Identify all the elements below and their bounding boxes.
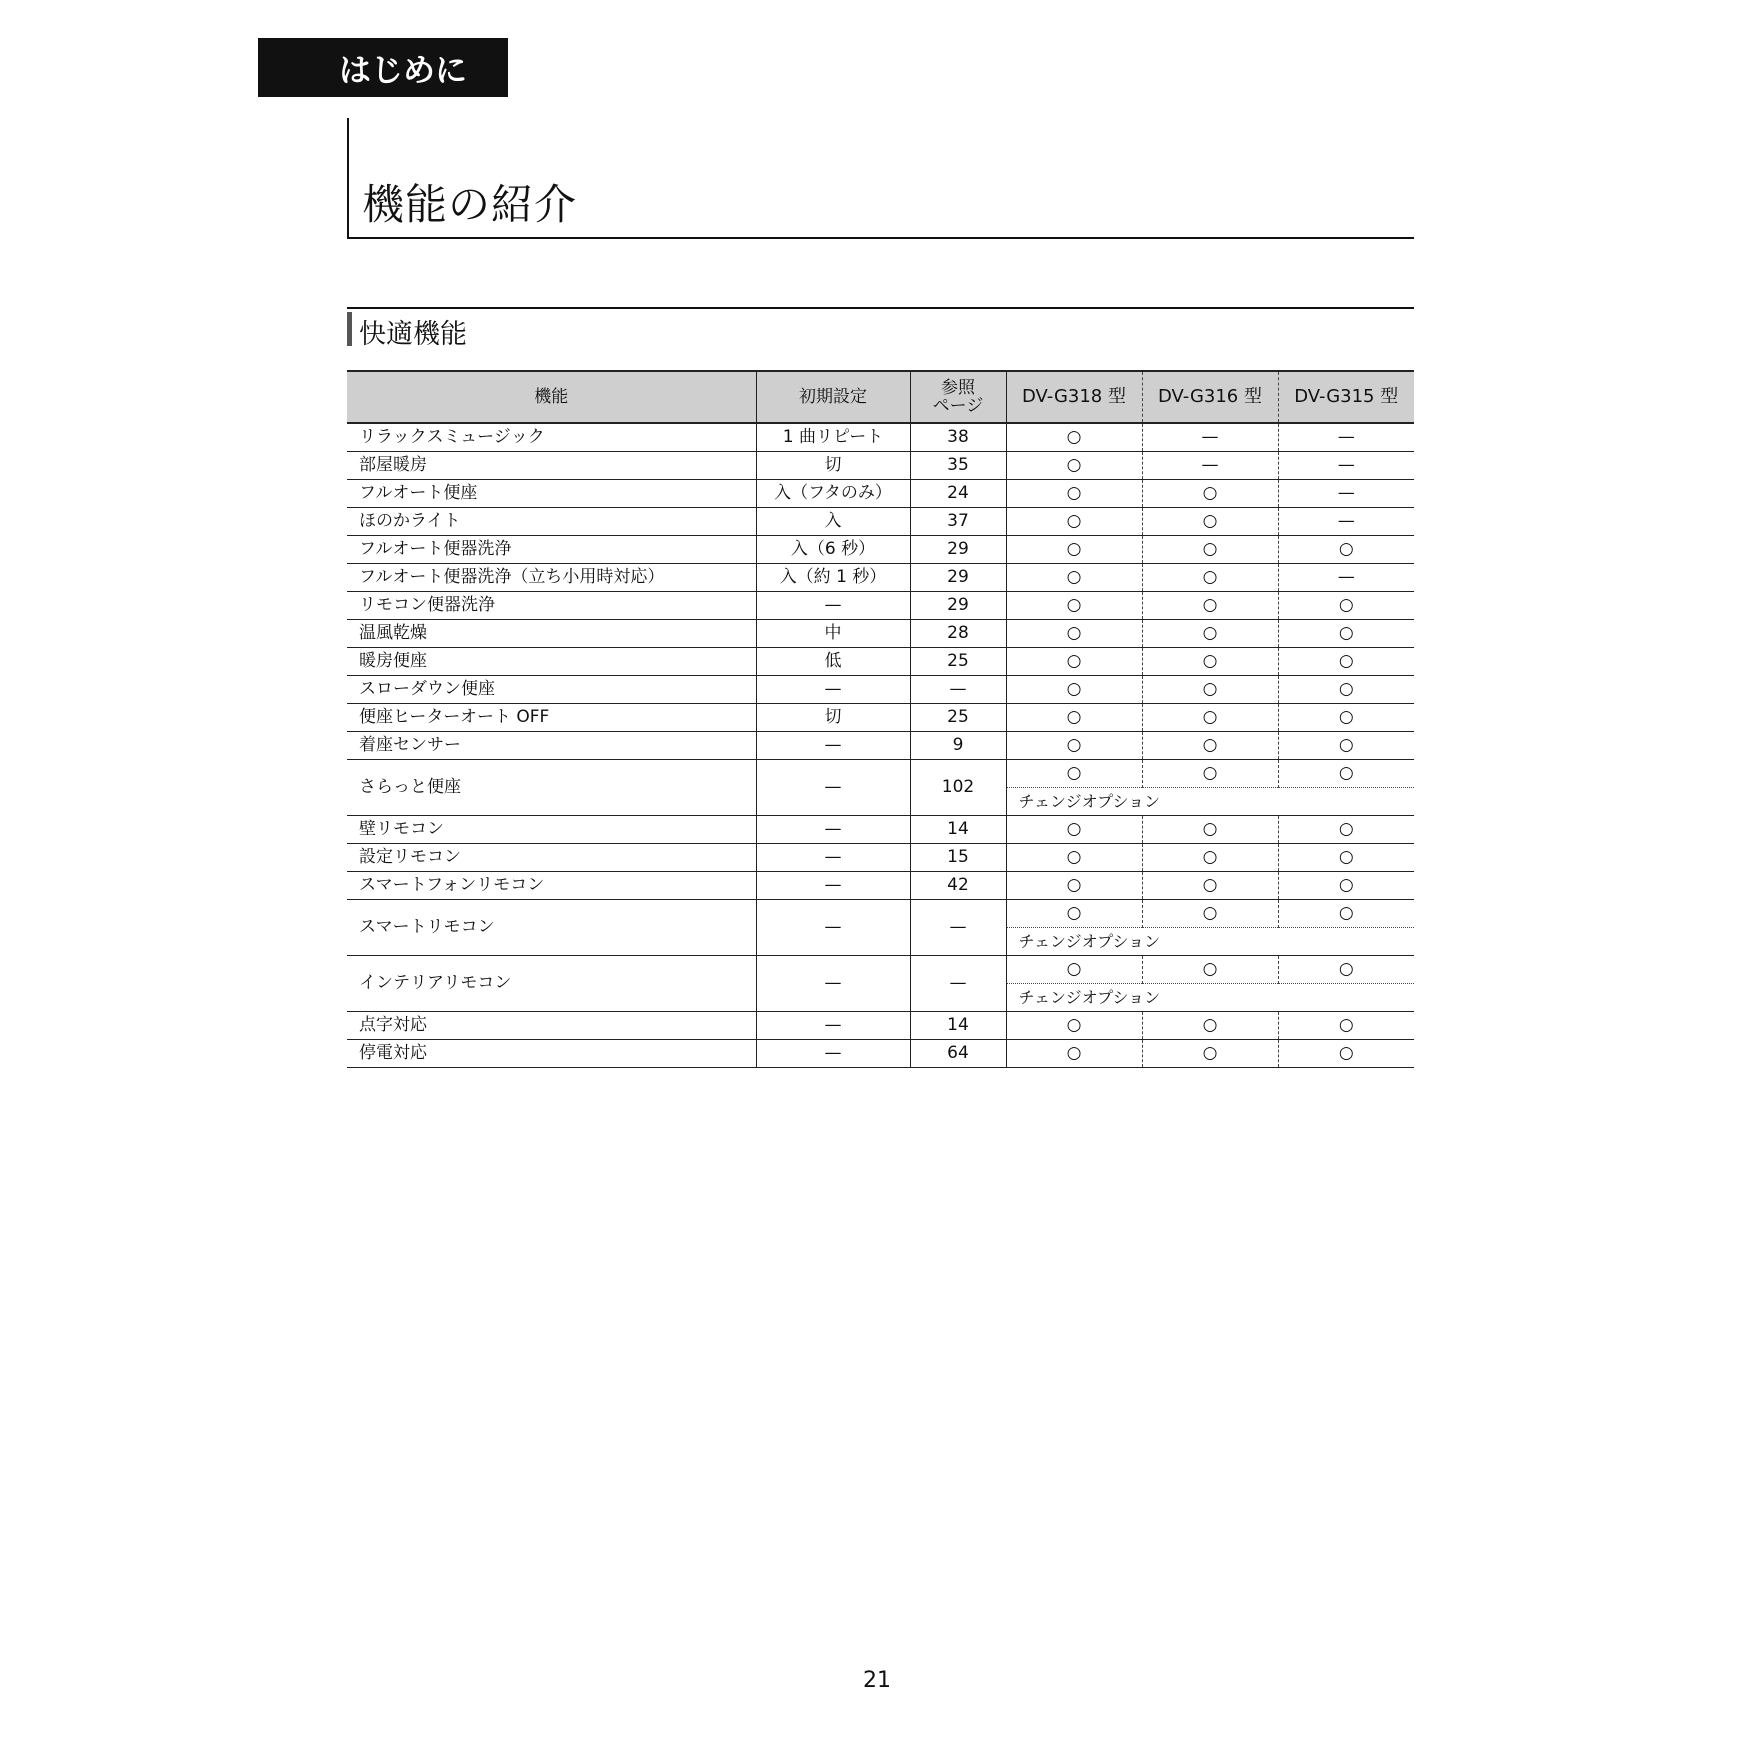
availability-dv-g316: ○: [1142, 592, 1278, 620]
reference-page: 29: [910, 564, 1006, 592]
table-header-row: [347, 371, 1414, 423]
availability-dv-g315: ○: [1278, 760, 1414, 788]
availability-dv-g316: ○: [1142, 900, 1278, 928]
page-number: 21: [863, 1668, 891, 1693]
page-title: 機能の紹介: [362, 180, 578, 229]
feature-name: フルオート便座: [347, 480, 756, 508]
default-setting: —: [756, 760, 910, 816]
availability-dv-g315: —: [1278, 452, 1414, 480]
availability-dv-g318: ○: [1006, 423, 1142, 452]
availability-dv-g318: ○: [1006, 816, 1142, 844]
availability-dv-g318: ○: [1006, 564, 1142, 592]
availability-dv-g315: ○: [1278, 1040, 1414, 1068]
availability-dv-g316: ○: [1142, 732, 1278, 760]
reference-page: 25: [910, 648, 1006, 676]
default-setting: —: [756, 1012, 910, 1040]
reference-page: 9: [910, 732, 1006, 760]
availability-dv-g316: ○: [1142, 648, 1278, 676]
change-option-note: チェンジオプション: [1006, 788, 1414, 816]
header-reference-page-line1: 参照: [941, 378, 975, 398]
feature-name: 温風乾燥: [347, 620, 756, 648]
table-row: [347, 816, 1414, 844]
table-row: [347, 844, 1414, 872]
feature-name: フルオート便器洗浄: [347, 536, 756, 564]
availability-dv-g315: —: [1278, 564, 1414, 592]
table-row: [347, 1012, 1414, 1040]
default-setting: —: [756, 844, 910, 872]
table-row: [347, 1040, 1414, 1068]
reference-page: —: [910, 676, 1006, 704]
availability-dv-g318: ○: [1006, 1040, 1142, 1068]
header-model-dv-g315: DV-G315 型: [1278, 371, 1414, 423]
availability-dv-g315: ○: [1278, 732, 1414, 760]
availability-dv-g315: ○: [1278, 592, 1414, 620]
table-row: [347, 564, 1414, 592]
reference-page: 64: [910, 1040, 1006, 1068]
table-row: [347, 536, 1414, 564]
availability-dv-g315: ○: [1278, 872, 1414, 900]
availability-dv-g316: ○: [1142, 844, 1278, 872]
availability-dv-g315: —: [1278, 480, 1414, 508]
table-row: [347, 592, 1414, 620]
availability-dv-g315: ○: [1278, 956, 1414, 984]
table-row: [347, 872, 1414, 900]
feature-name: スマートリモコン: [347, 900, 756, 956]
default-setting: 中: [756, 620, 910, 648]
availability-dv-g316: ○: [1142, 676, 1278, 704]
table-row: [347, 620, 1414, 648]
feature-name: 暖房便座: [347, 648, 756, 676]
reference-page: —: [910, 956, 1006, 1012]
availability-dv-g315: ○: [1278, 536, 1414, 564]
availability-dv-g318: ○: [1006, 536, 1142, 564]
availability-dv-g315: ○: [1278, 620, 1414, 648]
reference-page: 14: [910, 1012, 1006, 1040]
feature-name: 着座センサー: [347, 732, 756, 760]
section-rule: [347, 307, 1414, 309]
header-model-dv-g318: DV-G318 型: [1006, 371, 1142, 423]
availability-dv-g316: ○: [1142, 508, 1278, 536]
reference-page: 29: [910, 592, 1006, 620]
default-setting: —: [756, 900, 910, 956]
feature-name: ほのかライト: [347, 508, 756, 536]
default-setting: 切: [756, 452, 910, 480]
availability-dv-g318: ○: [1006, 508, 1142, 536]
change-option-note: チェンジオプション: [1006, 928, 1414, 956]
feature-name: 部屋暖房: [347, 452, 756, 480]
default-setting: 切: [756, 704, 910, 732]
header-reference-page-line2: ページ: [932, 396, 984, 416]
feature-name: 設定リモコン: [347, 844, 756, 872]
default-setting: —: [756, 1040, 910, 1068]
default-setting: —: [756, 732, 910, 760]
reference-page: 42: [910, 872, 1006, 900]
reference-page: 14: [910, 816, 1006, 844]
availability-dv-g315: ○: [1278, 648, 1414, 676]
availability-dv-g316: ○: [1142, 816, 1278, 844]
table-row: [347, 508, 1414, 536]
availability-dv-g316: ○: [1142, 872, 1278, 900]
availability-dv-g316: ○: [1142, 704, 1278, 732]
availability-dv-g316: ○: [1142, 1012, 1278, 1040]
default-setting: 入（フタのみ）: [756, 480, 910, 508]
table-row: [347, 676, 1414, 704]
default-setting: 低: [756, 648, 910, 676]
default-setting: —: [756, 592, 910, 620]
availability-dv-g318: ○: [1006, 452, 1142, 480]
availability-dv-g315: ○: [1278, 844, 1414, 872]
table-row: [347, 452, 1414, 480]
availability-dv-g315: ○: [1278, 900, 1414, 928]
availability-dv-g315: —: [1278, 423, 1414, 452]
availability-dv-g318: ○: [1006, 956, 1142, 984]
default-setting: 入（約 1 秒）: [756, 564, 910, 592]
feature-name: スマートフォンリモコン: [347, 872, 756, 900]
feature-name: スローダウン便座: [347, 676, 756, 704]
availability-dv-g318: ○: [1006, 676, 1142, 704]
availability-dv-g318: ○: [1006, 900, 1142, 928]
default-setting: 入（6 秒）: [756, 536, 910, 564]
header-default-setting: 初期設定: [756, 371, 910, 423]
availability-dv-g315: ○: [1278, 676, 1414, 704]
section-marker: [347, 312, 352, 346]
table-row: [347, 900, 1414, 928]
feature-name: リモコン便器洗浄: [347, 592, 756, 620]
header-feature: 機能: [347, 371, 756, 423]
default-setting: —: [756, 676, 910, 704]
feature-name: 点字対応: [347, 1012, 756, 1040]
header-model-dv-g316: DV-G316 型: [1142, 371, 1278, 423]
chapter-tab-label: はじめに: [338, 50, 467, 89]
feature-name: フルオート便器洗浄（立ち小用時対応）: [347, 564, 756, 592]
availability-dv-g315: ○: [1278, 816, 1414, 844]
default-setting: —: [756, 956, 910, 1012]
feature-name: 便座ヒーターオート OFF: [347, 704, 756, 732]
table-row: [347, 648, 1414, 676]
availability-dv-g315: ○: [1278, 1012, 1414, 1040]
availability-dv-g318: ○: [1006, 872, 1142, 900]
table-row: [347, 760, 1414, 788]
feature-name: 壁リモコン: [347, 816, 756, 844]
chapter-tab: [258, 38, 508, 97]
availability-dv-g316: —: [1142, 452, 1278, 480]
availability-dv-g316: ○: [1142, 480, 1278, 508]
availability-dv-g316: —: [1142, 423, 1278, 452]
section-title: 快適機能: [359, 319, 467, 350]
availability-dv-g318: ○: [1006, 648, 1142, 676]
reference-page: 24: [910, 480, 1006, 508]
feature-name: インテリアリモコン: [347, 956, 756, 1012]
availability-dv-g316: ○: [1142, 956, 1278, 984]
reference-page: 15: [910, 844, 1006, 872]
default-setting: 入: [756, 508, 910, 536]
availability-dv-g315: ○: [1278, 704, 1414, 732]
default-setting: —: [756, 872, 910, 900]
feature-name: 停電対応: [347, 1040, 756, 1068]
table-row: [347, 480, 1414, 508]
reference-page: 29: [910, 536, 1006, 564]
change-option-note: チェンジオプション: [1006, 984, 1414, 1012]
reference-page: 38: [910, 423, 1006, 452]
availability-dv-g318: ○: [1006, 704, 1142, 732]
availability-dv-g318: ○: [1006, 480, 1142, 508]
reference-page: 35: [910, 452, 1006, 480]
reference-page: —: [910, 900, 1006, 956]
availability-dv-g318: ○: [1006, 732, 1142, 760]
reference-page: 37: [910, 508, 1006, 536]
default-setting: —: [756, 816, 910, 844]
reference-page: 25: [910, 704, 1006, 732]
availability-dv-g315: —: [1278, 508, 1414, 536]
availability-dv-g316: ○: [1142, 1040, 1278, 1068]
availability-dv-g316: ○: [1142, 564, 1278, 592]
availability-dv-g316: ○: [1142, 536, 1278, 564]
reference-page: 28: [910, 620, 1006, 648]
table-row: [347, 956, 1414, 984]
reference-page: 102: [910, 760, 1006, 816]
table-row: [347, 732, 1414, 760]
header-reference-page: [910, 371, 1006, 423]
default-setting: 1 曲リピート: [756, 423, 910, 452]
availability-dv-g316: ○: [1142, 620, 1278, 648]
availability-dv-g318: ○: [1006, 592, 1142, 620]
availability-dv-g316: ○: [1142, 760, 1278, 788]
availability-dv-g318: ○: [1006, 844, 1142, 872]
feature-table: [347, 370, 1414, 1068]
availability-dv-g318: ○: [1006, 1012, 1142, 1040]
feature-name: さらっと便座: [347, 760, 756, 816]
feature-name: リラックスミュージック: [347, 423, 756, 452]
table-row: [347, 704, 1414, 732]
availability-dv-g318: ○: [1006, 760, 1142, 788]
table-row: [347, 423, 1414, 452]
availability-dv-g318: ○: [1006, 620, 1142, 648]
